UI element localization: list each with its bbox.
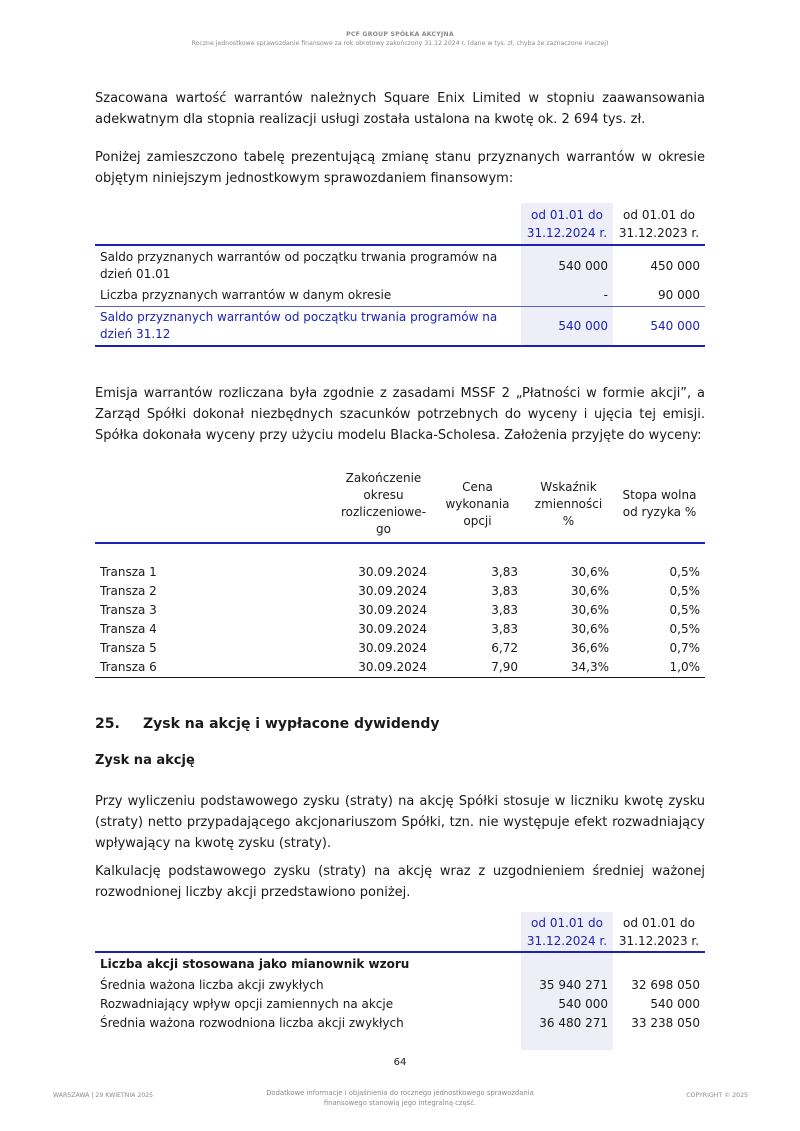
row-prior: 90 000 <box>658 288 700 303</box>
tranche-vol: 30,6% <box>570 564 609 579</box>
row-label: Średnia ważona rozwodniona liczba akcji zwykłych <box>100 1015 404 1030</box>
tranche-rate: 0,5% <box>669 583 700 598</box>
table-row <box>95 581 705 600</box>
tranche-price: 3,83 <box>491 621 518 636</box>
tranche-end: 30.09.2024 <box>358 659 427 674</box>
paragraph-warrant-value: Szacowana wartość warrantów należnych Square Enix Limited w stopniu zaawansowania adekwatnym dla stopnia realizacji usługi została ustalona na kwotę ok. 2 694 tys. zł. <box>95 91 705 127</box>
warrants-table <box>95 203 705 347</box>
tranche-rate: 0,5% <box>669 564 700 579</box>
row-label: Liczba przyznanych warrantów w danym okresie <box>100 288 392 303</box>
row-current: 540 000 <box>521 245 613 285</box>
warrants-col-prior: od 01.01 do 31.12.2023 r. <box>618 207 700 240</box>
table-row <box>95 657 705 677</box>
tranche-vol: 30,6% <box>570 621 609 636</box>
row-label: Saldo przyznanych warrantów od początku trwania programów na dzień 01.01 <box>100 249 498 281</box>
table-row <box>95 1013 705 1032</box>
footer-copyright: COPYRIGHT © 2025 <box>686 1092 748 1099</box>
table-row <box>95 562 705 581</box>
table-row <box>95 994 705 1013</box>
table-row <box>95 600 705 619</box>
assumptions-table <box>95 466 705 678</box>
tranche-rate: 1,0% <box>669 659 700 674</box>
table-row <box>95 975 705 994</box>
header-end-date: Zakończenie okresu rozliczeniowe-go <box>340 471 427 536</box>
header-strike-price: Cena wykonania opcji <box>445 479 510 528</box>
tranche-vol: 30,6% <box>570 583 609 598</box>
eps-group-label: Liczba akcji stosowana jako mianownik wzoru <box>100 957 410 971</box>
header-company: PCF GROUP SPÓŁKA AKCYJNA <box>346 31 454 38</box>
tranche-vol: 30,6% <box>570 602 609 617</box>
row-prior: 33 238 050 <box>631 1015 700 1030</box>
eps-col-prior: od 01.01 do 31.12.2023 r. <box>618 915 700 948</box>
spacer-row <box>95 543 705 562</box>
spacer-row <box>95 1032 705 1050</box>
section-title: Zysk na akcję i wypłacone dywidendy <box>143 716 440 732</box>
eps-header-blank <box>95 912 521 952</box>
tranche-price: 3,83 <box>491 583 518 598</box>
tranche-end: 30.09.2024 <box>358 564 427 579</box>
warrants-header-blank <box>95 203 521 245</box>
eps-group-current <box>521 952 613 975</box>
row-current: - <box>521 285 613 306</box>
assumptions-header-blank <box>95 466 335 543</box>
tranche-end: 30.09.2024 <box>358 602 427 617</box>
tranche-price: 3,83 <box>491 564 518 579</box>
tranche-vol: 34,3% <box>570 659 609 674</box>
footer-place-date: WARSZAWA | 29 KWIETNIA 2025 <box>53 1092 154 1099</box>
eps-group-row <box>95 952 705 975</box>
row-current: 540 000 <box>521 994 613 1013</box>
subsection-title: Zysk na akcję <box>95 753 195 768</box>
eps-col-current: od 01.01 do 31.12.2024 r. <box>521 912 613 952</box>
tranche-end: 30.09.2024 <box>358 583 427 598</box>
tranche-name: Transza 1 <box>100 564 157 579</box>
tranche-name: Transza 3 <box>100 602 157 617</box>
row-label: Saldo przyznanych warrantów od początku trwania programów na dzień 31.12 <box>100 309 498 341</box>
paragraph-eps-calc: Kalkulację podstawowego zysku (straty) na akcję wraz z uzgodnieniem średniej ważonej rozwodnionej liczby akcji przedstawiono poniżej. <box>95 864 705 900</box>
tranche-price: 7,90 <box>491 659 518 674</box>
row-current: 36 480 271 <box>521 1013 613 1032</box>
row-prior: 32 698 050 <box>631 977 700 992</box>
row-prior: 540 000 <box>650 318 700 333</box>
tranche-name: Transza 4 <box>100 621 157 636</box>
row-prior: 450 000 <box>650 258 700 273</box>
eps-group-prior <box>613 952 705 975</box>
tranche-name: Transza 6 <box>100 659 157 674</box>
row-label: Średnia ważona liczba akcji zwykłych <box>100 977 324 992</box>
warrants-header-row <box>95 203 705 245</box>
tranche-rate: 0,5% <box>669 621 700 636</box>
tranche-rate: 0,5% <box>669 602 700 617</box>
tranche-end: 30.09.2024 <box>358 640 427 655</box>
tranche-name: Transza 5 <box>100 640 157 655</box>
assumptions-header-row <box>95 466 705 543</box>
page-number: 64 <box>393 1057 407 1068</box>
table-row <box>95 619 705 638</box>
footer-note: Dodatkowe informacje i objaśnienia do rocznego jednostkowego sprawozdania finansowego stanowią jego integralną część. <box>266 1089 534 1107</box>
tranche-name: Transza 2 <box>100 583 157 598</box>
eps-table <box>95 912 705 1050</box>
tranche-price: 3,83 <box>491 602 518 617</box>
row-label: Rozwadniający wpływ opcji zamiennych na akcje <box>100 996 394 1011</box>
table-row-total <box>95 306 705 346</box>
header-volatility: Wskaźnik zmienności % <box>534 479 603 528</box>
header-subtitle: Roczne jednostkowe sprawozdanie finansowe za rok obrotowy zakończony 31.12.2024 r. (dane w tys. zł, chyba że zaznaczone inaczej) <box>191 40 609 47</box>
tranche-price: 6,72 <box>491 640 518 655</box>
row-current: 35 940 271 <box>521 975 613 994</box>
paragraph-valuation: Emisja warrantów rozliczana była zgodnie z zasadami MSSF 2 „Płatności w formie akcji”, a Zarząd Spółki dokonał niezbędnych szacunków potrzebnych do wyceny i ujęcia tej emisji. Spółka dokonała wyceny przy użyciu modelu Blacka-Scholesa. Założenia przyjęte do wyceny: <box>95 386 705 443</box>
row-current: 540 000 <box>521 306 613 346</box>
table-row <box>95 638 705 657</box>
paragraph-table-intro: Poniżej zamieszczono tabelę prezentującą zmianę stanu przyznanych warrantów w okresie objętym niniejszym jednostkowym sprawozdaniem finansowym: <box>95 150 705 186</box>
tranche-rate: 0,7% <box>669 640 700 655</box>
section-number: 25. <box>95 716 120 732</box>
eps-header-row <box>95 912 705 952</box>
header-risk-free-rate: Stopa wolna od ryzyka % <box>622 488 697 519</box>
paragraph-eps-basis: Przy wyliczeniu podstawowego zysku (straty) na akcję Spółki stosuje w liczniku kwotę zysku (straty) netto przypadającego akcjonariuszom Spółki, tzn. nie występuje efekt rozwadniający wpływający na kwotę zysku (straty). <box>95 794 705 851</box>
table-row <box>95 245 705 285</box>
warrants-col-current: od 01.01 do 31.12.2024 r. <box>521 203 613 245</box>
tranche-end: 30.09.2024 <box>358 621 427 636</box>
table-row <box>95 285 705 306</box>
row-prior: 540 000 <box>650 996 700 1011</box>
tranche-vol: 36,6% <box>570 640 609 655</box>
